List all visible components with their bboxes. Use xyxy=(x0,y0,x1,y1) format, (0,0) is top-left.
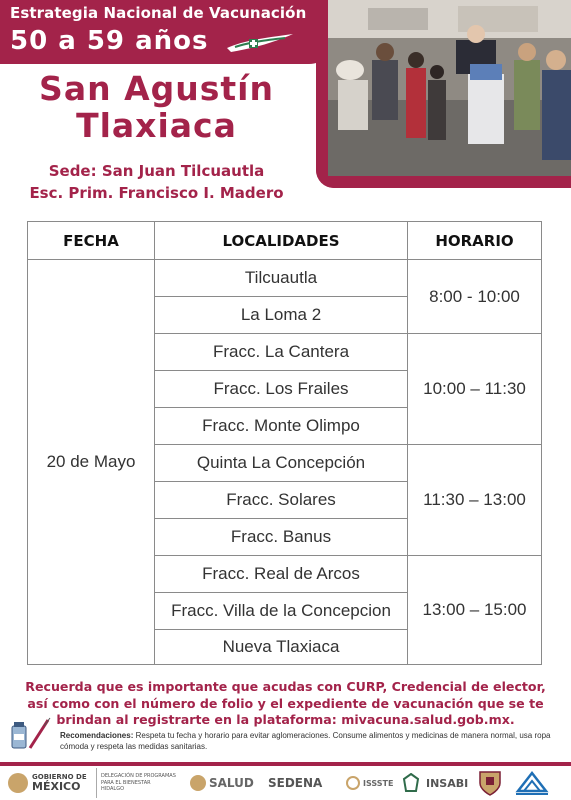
issste-seal-icon xyxy=(346,776,360,790)
insabi-text: INSABI xyxy=(426,776,469,790)
header-banner xyxy=(0,0,335,64)
eagle-seal-icon xyxy=(8,773,28,793)
delegacion-line: DELEGACIÓN DE PROGRAMAS xyxy=(101,773,176,780)
sedena-logo xyxy=(268,768,322,798)
hidalgo-shield-logo xyxy=(477,768,503,798)
venue-school: Esc. Prim. Francisco I. Madero xyxy=(29,184,284,202)
header-localidades: LOCALIDADES xyxy=(222,231,340,250)
localidad-cell: Fracc. Los Frailes xyxy=(213,379,349,398)
recommendations-label: Recomendaciones: xyxy=(60,731,134,740)
localidad-cell: Quinta La Concepción xyxy=(196,453,366,472)
horario-cell: 11:30 – 13:00 xyxy=(423,490,526,509)
salud-seal-icon xyxy=(190,775,206,791)
localidad-cell: Fracc. La Cantera xyxy=(212,342,350,361)
issste-logo xyxy=(346,768,393,798)
horario-cell: 10:00 – 11:30 xyxy=(423,379,526,398)
gob-small-text: GOBIERNO DE xyxy=(32,773,87,781)
servicios-salud-hidalgo-logo xyxy=(512,768,552,798)
reminder-text xyxy=(8,679,563,729)
town-name-line1: San Agustín xyxy=(39,69,274,108)
reminder-line: así como con el número de folio y el expediente de vacunación que se te xyxy=(27,695,544,711)
footer-logos xyxy=(0,768,571,798)
age-group-title: 50 a 59 años xyxy=(10,26,209,56)
localidad-cell: Fracc. Banus xyxy=(230,527,332,546)
horario-cell: 8:00 - 10:00 xyxy=(429,286,520,306)
localidad-cell: Fracc. Real de Arcos xyxy=(202,564,360,583)
town-name-line2: Tlaxiaca xyxy=(76,106,237,145)
horario-cell: 13:00 – 15:00 xyxy=(422,600,527,619)
campaign-title: Estrategia Nacional de Vacunación xyxy=(10,4,307,22)
imss-eagle-icon xyxy=(402,773,420,793)
salud-text: SALUD xyxy=(209,776,254,790)
localidad-cell: La Loma 2 xyxy=(240,305,322,324)
delegacion-line: PARA EL BIENESTAR xyxy=(101,779,151,786)
hidalgo-shield-icon xyxy=(477,769,503,797)
venue-info xyxy=(0,160,313,204)
localidad-cell: Nueva Tlaxiaca xyxy=(222,637,340,656)
fecha-cell: 20 de Mayo xyxy=(46,452,136,471)
town-name xyxy=(0,70,313,144)
delegacion-line: HIDALGO xyxy=(101,786,125,793)
vaccination-logo-icon xyxy=(225,30,295,58)
localidad-cell: Fracc. Solares xyxy=(226,490,336,509)
schedule-table xyxy=(27,221,542,665)
venue-sede: Sede: San Juan Tilcuautla xyxy=(48,162,265,180)
salud-logo xyxy=(190,768,254,798)
footer-stripe xyxy=(0,762,571,766)
reminder-line: brindan al registrarte en la plataforma: mivacuna.salud.gob.mx. xyxy=(56,712,515,727)
header-horario: HORARIO xyxy=(435,231,514,250)
insabi-logo xyxy=(426,768,468,798)
recommendations xyxy=(60,731,560,752)
delegacion-logo xyxy=(96,768,176,798)
issste-text: ISSSTE xyxy=(363,778,394,788)
sedena-text: SEDENA xyxy=(268,776,323,790)
localidad-cell: Fracc. Monte Olimpo xyxy=(202,416,360,435)
vaccine-vial-icon xyxy=(8,716,52,752)
localidad-cell: Fracc. Villa de la Concepcion xyxy=(171,601,391,620)
gob-big-text: MÉXICO xyxy=(32,780,81,793)
reminder-line: Recuerda que es importante que acudas con CURP, Credencial de elector, xyxy=(25,679,546,694)
vaccination-photo xyxy=(316,0,571,188)
recommendations-text: Respeta tu fecha y horario para evitar aglomeraciones. Consume alimentos y medicinas de manera normal, usa ropa cómoda y respeta las medidas sanitarias. xyxy=(60,731,551,751)
imss-logo xyxy=(402,768,420,798)
servicios-salud-icon xyxy=(512,769,552,797)
header-fecha: FECHA xyxy=(63,231,119,250)
gobierno-de-mexico-logo xyxy=(8,768,87,798)
localidad-cell: Tilcuautla xyxy=(244,268,318,287)
